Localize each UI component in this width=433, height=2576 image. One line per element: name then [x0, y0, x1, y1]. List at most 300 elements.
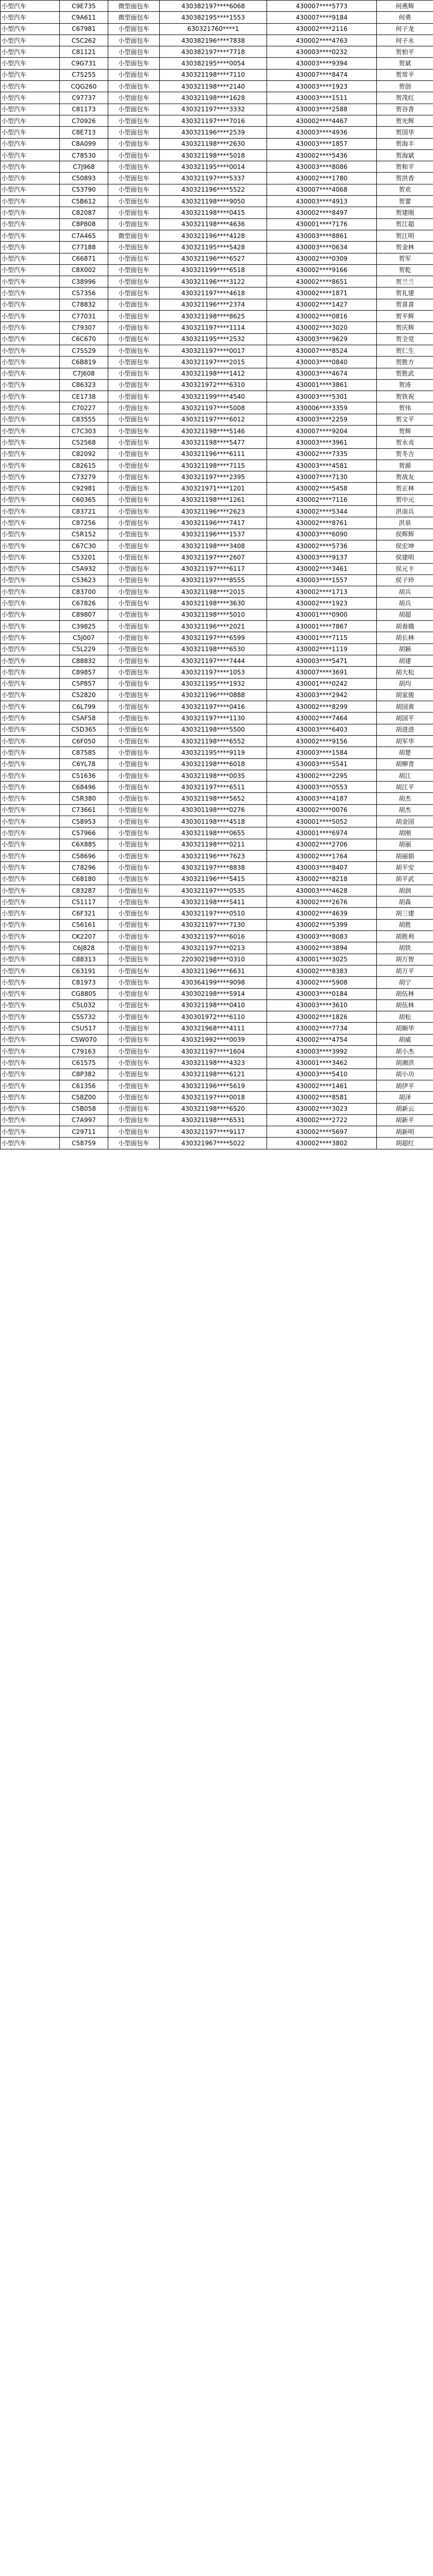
owner-name-cell: 胡胜利 — [377, 931, 433, 942]
owner-name-cell: 侯元卡 — [377, 563, 433, 574]
owner-name-cell: 贺国华 — [377, 127, 433, 138]
phone-number-cell: 430002****0816 — [267, 311, 377, 322]
table-row — [1, 885, 433, 896]
table-row — [1, 689, 433, 701]
table-row — [1, 276, 433, 287]
owner-name-cell: 胡国黄 — [377, 701, 433, 713]
vehicle-model-cell: 小型面包车 — [108, 1057, 160, 1069]
table-row — [1, 643, 433, 655]
table-row — [1, 253, 433, 264]
table-row — [1, 908, 433, 919]
phone-number-cell: 430003****1584 — [267, 747, 377, 758]
vehicle-type-cell: 小型汽车 — [1, 736, 60, 747]
phone-number-cell: 430002****1764 — [267, 850, 377, 861]
vehicle-type-cell: 小型汽车 — [1, 908, 60, 919]
table-row — [1, 368, 433, 379]
owner-name-cell: 胡泽 — [377, 1092, 433, 1103]
vehicle-type-cell: 小型汽车 — [1, 942, 60, 954]
vehicle-type-cell: 小型汽车 — [1, 678, 60, 689]
plate-number-cell: C57356 — [60, 287, 108, 299]
plate-number-cell: C60365 — [60, 494, 108, 505]
vehicle-model-cell: 小型面包车 — [108, 839, 160, 850]
phone-number-cell: 430003****4628 — [267, 885, 377, 896]
vehicle-type-cell: 小型汽车 — [1, 919, 60, 930]
vehicle-model-cell: 小型面包车 — [108, 563, 160, 574]
owner-name-cell: 胡伊平 — [377, 1080, 433, 1091]
vehicle-type-cell: 小型汽车 — [1, 931, 60, 942]
id-number-cell: 430321197****6012 — [160, 414, 267, 425]
owner-name-cell: 胡兵 — [377, 598, 433, 609]
id-number-cell: 430321198****0211 — [160, 839, 267, 850]
vehicle-model-cell: 小型面包车 — [108, 391, 160, 402]
plate-number-cell: C63191 — [60, 965, 108, 976]
plate-number-cell: C6J828 — [60, 942, 108, 954]
vehicle-type-cell: 小型汽车 — [1, 598, 60, 609]
phone-number-cell: 430003****2588 — [267, 104, 377, 115]
vehicle-type-cell: 小型汽车 — [1, 873, 60, 885]
plate-number-cell: C92981 — [60, 483, 108, 494]
id-number-cell: 430321195****2532 — [160, 333, 267, 345]
vehicle-type-cell: 小型汽车 — [1, 379, 60, 391]
phone-number-cell: 430002****5736 — [267, 540, 377, 551]
vehicle-type-cell: 小型汽车 — [1, 253, 60, 264]
table-row — [1, 115, 433, 126]
vehicle-type-cell: 小型汽车 — [1, 368, 60, 379]
plate-number-cell: C5R152 — [60, 529, 108, 540]
id-number-cell: 430321198****5500 — [160, 724, 267, 735]
id-number-cell: 430321198****6018 — [160, 758, 267, 770]
vehicle-model-cell: 小型面包车 — [108, 173, 160, 184]
plate-number-cell: C5A932 — [60, 563, 108, 574]
id-number-cell: 430321198****5010 — [160, 609, 267, 620]
phone-number-cell: 430003****0232 — [267, 46, 377, 58]
vehicle-model-cell: 小型面包车 — [108, 127, 160, 138]
id-number-cell: 430321198****6530 — [160, 643, 267, 655]
owner-name-cell: 贺中元 — [377, 494, 433, 505]
vehicle-model-cell: 小型面包车 — [108, 333, 160, 345]
id-number-cell: 430321197****2395 — [160, 471, 267, 483]
phone-number-cell: 430003****0634 — [267, 242, 377, 253]
owner-name-cell: 胡国平 — [377, 713, 433, 724]
vehicle-model-cell: 小型面包车 — [108, 402, 160, 414]
phone-number-cell: 430003****4913 — [267, 196, 377, 207]
id-number-cell: 430321198****6531 — [160, 1114, 267, 1126]
plate-number-cell: C58696 — [60, 850, 108, 861]
table-row — [1, 311, 433, 322]
vehicle-model-cell: 小型面包车 — [108, 621, 160, 632]
table-row — [1, 965, 433, 976]
plate-number-cell: C75255 — [60, 69, 108, 80]
table-row — [1, 357, 433, 368]
id-number-cell: 430321198****1261 — [160, 494, 267, 505]
id-number-cell: 430321199****6518 — [160, 264, 267, 276]
vehicle-type-cell: 小型汽车 — [1, 345, 60, 356]
plate-number-cell: CQG260 — [60, 81, 108, 92]
vehicle-model-cell: 小型面包车 — [108, 954, 160, 965]
plate-number-cell: C5C262 — [60, 35, 108, 46]
phone-number-cell: 430003****1557 — [267, 574, 377, 586]
vehicle-model-cell: 小型面包车 — [108, 138, 160, 149]
phone-number-cell: 430003****2259 — [267, 414, 377, 425]
phone-number-cell: 430003****1511 — [267, 92, 377, 104]
owner-name-cell: 贺文平 — [377, 414, 433, 425]
table-row — [1, 402, 433, 414]
id-number-cell: 430321198****5652 — [160, 793, 267, 804]
id-number-cell: 430321197****6117 — [160, 563, 267, 574]
vehicle-type-cell: 小型汽车 — [1, 322, 60, 333]
vehicle-model-cell: 小型面包车 — [108, 977, 160, 988]
table-row — [1, 724, 433, 735]
vehicle-model-cell: 小型面包车 — [108, 161, 160, 173]
vehicle-registry-table — [0, 0, 433, 1149]
table-row — [1, 609, 433, 620]
id-number-cell: 430321198****0410 — [160, 999, 267, 1011]
plate-number-cell: C8E713 — [60, 127, 108, 138]
table-row — [1, 999, 433, 1011]
phone-number-cell: 430001****6974 — [267, 827, 377, 839]
table-row — [1, 1011, 433, 1023]
id-number-cell: 430321197****7444 — [160, 655, 267, 666]
owner-name-cell: 贺胜武 — [377, 368, 433, 379]
id-number-cell: 430321197****1114 — [160, 322, 267, 333]
table-row — [1, 1092, 433, 1103]
table-row — [1, 1114, 433, 1126]
phone-number-cell: 430002****8581 — [267, 1092, 377, 1103]
id-number-cell: 430321197****2607 — [160, 552, 267, 563]
vehicle-type-cell: 小型汽车 — [1, 770, 60, 781]
vehicle-type-cell: 小型汽车 — [1, 862, 60, 873]
plate-number-cell: C39825 — [60, 621, 108, 632]
table-row — [1, 333, 433, 345]
vehicle-model-cell: 小型面包车 — [108, 81, 160, 92]
id-number-cell: 430321196****2623 — [160, 506, 267, 517]
phone-number-cell: 430002****8651 — [267, 276, 377, 287]
vehicle-model-cell: 小型面包车 — [108, 69, 160, 80]
table-row — [1, 379, 433, 391]
phone-number-cell: 430001****7176 — [267, 218, 377, 230]
owner-name-cell: 侯辉辉 — [377, 529, 433, 540]
phone-number-cell: 430002****2676 — [267, 896, 377, 908]
id-number-cell: 430321197****5337 — [160, 173, 267, 184]
id-number-cell: 430321197****7016 — [160, 115, 267, 126]
phone-number-cell: 430002****5436 — [267, 149, 377, 161]
phone-number-cell: 430002****4754 — [267, 1034, 377, 1045]
id-number-cell: 430321197****0535 — [160, 885, 267, 896]
id-number-cell: 430321197****6016 — [160, 931, 267, 942]
plate-number-cell: C58759 — [60, 1138, 108, 1149]
phone-number-cell: 430002****0076 — [267, 804, 377, 816]
plate-number-cell: C7J968 — [60, 161, 108, 173]
vehicle-type-cell: 小型汽车 — [1, 1, 60, 12]
vehicle-type-cell: 小型汽车 — [1, 460, 60, 471]
phone-number-cell: 430002****1871 — [267, 287, 377, 299]
vehicle-type-cell: 小型汽车 — [1, 896, 60, 908]
vehicle-type-cell: 小型汽车 — [1, 264, 60, 276]
vehicle-type-cell: 小型汽车 — [1, 127, 60, 138]
vehicle-type-cell: 小型汽车 — [1, 517, 60, 529]
phone-number-cell: 430003****6090 — [267, 529, 377, 540]
id-number-cell: 430321197****6599 — [160, 632, 267, 643]
phone-number-cell: 430002****2722 — [267, 1114, 377, 1126]
plate-number-cell: C78832 — [60, 299, 108, 310]
id-number-cell: 430321198****0655 — [160, 827, 267, 839]
owner-name-cell: 胡进进 — [377, 724, 433, 735]
id-number-cell: 430321197****1053 — [160, 667, 267, 678]
phone-number-cell: 430001****3861 — [267, 379, 377, 391]
plate-number-cell: C5B058 — [60, 1103, 108, 1114]
table-row — [1, 517, 433, 529]
owner-name-cell: 贺江超 — [377, 218, 433, 230]
plate-number-cell: C5W070 — [60, 1034, 108, 1045]
owner-name-cell: 贺蕾 — [377, 196, 433, 207]
plate-number-cell: C58Z00 — [60, 1092, 108, 1103]
table-row — [1, 414, 433, 425]
id-number-cell: 430321196****2374 — [160, 299, 267, 310]
table-row — [1, 529, 433, 540]
owner-name-cell: 贺建刚 — [377, 207, 433, 218]
table-row — [1, 218, 433, 230]
table-row — [1, 104, 433, 115]
owner-name-cell: 贺平辉 — [377, 311, 433, 322]
plate-number-cell: C70227 — [60, 402, 108, 414]
owner-name-cell: 洪泉 — [377, 517, 433, 529]
phone-number-cell: 430002****7734 — [267, 1023, 377, 1034]
vehicle-type-cell: 小型汽车 — [1, 713, 60, 724]
id-number-cell: 430321196****5415 — [160, 873, 267, 885]
phone-number-cell: 430007****3691 — [267, 667, 377, 678]
plate-number-cell: C6B819 — [60, 357, 108, 368]
id-number-cell: 430321198****3630 — [160, 598, 267, 609]
vehicle-model-cell: 小型面包车 — [108, 885, 160, 896]
plate-number-cell: C82615 — [60, 460, 108, 471]
table-row — [1, 873, 433, 885]
table-row — [1, 988, 433, 999]
phone-number-cell: 430003****0840 — [267, 357, 377, 368]
id-number-cell: 430321197****0018 — [160, 1092, 267, 1103]
id-number-cell: 430382197****7718 — [160, 46, 267, 58]
owner-name-cell: 贺茂红 — [377, 92, 433, 104]
owner-name-cell: 贺喜喜 — [377, 299, 433, 310]
phone-number-cell: 430002****2295 — [267, 770, 377, 781]
plate-number-cell: C6C670 — [60, 333, 108, 345]
id-number-cell: 430321195****0014 — [160, 161, 267, 173]
plate-number-cell: C6X885 — [60, 839, 108, 850]
id-number-cell: 430321197****6511 — [160, 782, 267, 793]
id-number-cell: 430321197****2015 — [160, 357, 267, 368]
table-row — [1, 127, 433, 138]
vehicle-type-cell: 小型汽车 — [1, 586, 60, 598]
id-number-cell: 430321967****5022 — [160, 1138, 267, 1149]
id-number-cell: 430321198****5018 — [160, 149, 267, 161]
id-number-cell: 220302198****0310 — [160, 954, 267, 965]
id-number-cell: 430302198****5914 — [160, 988, 267, 999]
vehicle-type-cell: 小型汽车 — [1, 242, 60, 253]
owner-name-cell: 胡军华 — [377, 736, 433, 747]
plate-number-cell: C78296 — [60, 862, 108, 873]
id-number-cell: 430364199****9098 — [160, 977, 267, 988]
vehicle-model-cell: 小型面包车 — [108, 667, 160, 678]
plate-number-cell: C89857 — [60, 667, 108, 678]
owner-name-cell: 贺全党 — [377, 333, 433, 345]
id-number-cell: 430321968****4111 — [160, 1023, 267, 1034]
vehicle-type-cell: 小型汽车 — [1, 643, 60, 655]
vehicle-model-cell: 小型面包车 — [108, 689, 160, 701]
vehicle-type-cell: 小型汽车 — [1, 207, 60, 218]
phone-number-cell: 430006****3359 — [267, 402, 377, 414]
id-number-cell: 430321992****0039 — [160, 1034, 267, 1045]
plate-number-cell: C6L799 — [60, 701, 108, 713]
owner-name-cell: 胡顺华 — [377, 1023, 433, 1034]
id-number-cell: 430321198****2630 — [160, 138, 267, 149]
id-number-cell: 430321198****5411 — [160, 896, 267, 908]
id-number-cell: 430321196****5619 — [160, 1080, 267, 1091]
id-number-cell: 430382197****6068 — [160, 1, 267, 12]
owner-name-cell: 胡杰 — [377, 793, 433, 804]
vehicle-type-cell: 小型汽车 — [1, 218, 60, 230]
phone-number-cell: 430001****3462 — [267, 1057, 377, 1069]
vehicle-type-cell: 小型汽车 — [1, 46, 60, 58]
vehicle-model-cell: 小型面包车 — [108, 35, 160, 46]
table-row — [1, 931, 433, 942]
vehicle-model-cell: 小型面包车 — [108, 827, 160, 839]
phone-number-cell: 430001****0242 — [267, 678, 377, 689]
vehicle-model-cell: 小型面包车 — [108, 632, 160, 643]
table-row — [1, 563, 433, 574]
vehicle-type-cell: 小型汽车 — [1, 724, 60, 735]
owner-name-cell: 胡金国 — [377, 816, 433, 827]
table-row — [1, 184, 433, 195]
vehicle-type-cell: 小型汽车 — [1, 609, 60, 620]
id-number-cell: 430321198****6520 — [160, 1103, 267, 1114]
owner-name-cell: 胡万智 — [377, 954, 433, 965]
plate-number-cell: C5AF58 — [60, 713, 108, 724]
id-number-cell: 430321197****7130 — [160, 919, 267, 930]
phone-number-cell: 430007****9184 — [267, 12, 377, 23]
vehicle-model-cell: 微型面包车 — [108, 1, 160, 12]
vehicle-model-cell: 小型面包车 — [108, 965, 160, 976]
table-row — [1, 827, 433, 839]
owner-name-cell: 贺胜方 — [377, 357, 433, 368]
plate-number-cell: C6YL78 — [60, 758, 108, 770]
id-number-cell: 430321197****4618 — [160, 287, 267, 299]
phone-number-cell: 430002****9156 — [267, 736, 377, 747]
vehicle-type-cell: 小型汽车 — [1, 276, 60, 287]
plate-number-cell: C97737 — [60, 92, 108, 104]
vehicle-model-cell: 小型面包车 — [108, 793, 160, 804]
owner-name-cell: 贺源 — [377, 460, 433, 471]
plate-number-cell: C61575 — [60, 1057, 108, 1069]
table-row — [1, 977, 433, 988]
vehicle-type-cell: 小型汽车 — [1, 782, 60, 793]
plate-number-cell: C75529 — [60, 345, 108, 356]
table-row — [1, 345, 433, 356]
vehicle-type-cell: 小型汽车 — [1, 816, 60, 827]
owner-name-cell: 贺辉 — [377, 425, 433, 436]
id-number-cell: 430321971****1201 — [160, 483, 267, 494]
id-number-cell: 430321198****3408 — [160, 540, 267, 551]
owner-name-cell: 贺斌 — [377, 58, 433, 69]
owner-name-cell: 贺柏平 — [377, 46, 433, 58]
owner-name-cell: 胡润 — [377, 885, 433, 896]
plate-number-cell: C87256 — [60, 517, 108, 529]
vehicle-type-cell: 小型汽车 — [1, 988, 60, 999]
vehicle-model-cell: 小型面包车 — [108, 1092, 160, 1103]
table-row — [1, 574, 433, 586]
table-row — [1, 149, 433, 161]
table-row — [1, 667, 433, 678]
phone-number-cell: 430007****8474 — [267, 69, 377, 80]
plate-number-cell: C9A611 — [60, 12, 108, 23]
vehicle-type-cell: 小型汽车 — [1, 425, 60, 436]
table-row — [1, 540, 433, 551]
vehicle-type-cell: 小型汽车 — [1, 357, 60, 368]
phone-number-cell: 430002****4639 — [267, 908, 377, 919]
owner-name-cell: 贺军 — [377, 253, 433, 264]
plate-number-cell: C79163 — [60, 1046, 108, 1057]
vehicle-type-cell: 小型汽车 — [1, 1069, 60, 1080]
vehicle-model-cell: 小型面包车 — [108, 873, 160, 885]
table-row — [1, 69, 433, 80]
vehicle-model-cell: 小型面包车 — [108, 425, 160, 436]
vehicle-type-cell: 小型汽车 — [1, 655, 60, 666]
plate-number-cell: C52568 — [60, 437, 108, 448]
vehicle-type-cell: 小型汽车 — [1, 69, 60, 80]
id-number-cell: 630321760****1 — [160, 23, 267, 35]
phone-number-cell: 430003****8407 — [267, 862, 377, 873]
id-number-cell: 430321196****7623 — [160, 850, 267, 861]
vehicle-type-cell: 小型汽车 — [1, 689, 60, 701]
phone-number-cell: 430002****1923 — [267, 598, 377, 609]
vehicle-model-cell: 小型面包车 — [108, 736, 160, 747]
vehicle-type-cell: 小型汽车 — [1, 35, 60, 46]
phone-number-cell: 430003****8861 — [267, 230, 377, 241]
vehicle-model-cell: 小型面包车 — [108, 299, 160, 310]
vehicle-type-cell: 小型汽车 — [1, 839, 60, 850]
owner-name-cell: 贺庆辉 — [377, 322, 433, 333]
vehicle-model-cell: 小型面包车 — [108, 287, 160, 299]
table-row — [1, 919, 433, 930]
vehicle-type-cell: 小型汽车 — [1, 1057, 60, 1069]
vehicle-model-cell: 小型面包车 — [108, 908, 160, 919]
vehicle-type-cell: 小型汽车 — [1, 621, 60, 632]
table-row — [1, 81, 433, 92]
phone-number-cell: 430007****9204 — [267, 425, 377, 436]
plate-number-cell: C68496 — [60, 782, 108, 793]
plate-number-cell: C70926 — [60, 115, 108, 126]
vehicle-type-cell: 小型汽车 — [1, 471, 60, 483]
phone-number-cell: 430002****7335 — [267, 448, 377, 460]
plate-number-cell: C8P808 — [60, 218, 108, 230]
table-row — [1, 425, 433, 436]
plate-number-cell: C82087 — [60, 207, 108, 218]
plate-number-cell: C5D365 — [60, 724, 108, 735]
id-number-cell: 430321198****8625 — [160, 311, 267, 322]
plate-number-cell: C89807 — [60, 609, 108, 620]
vehicle-model-cell: 小型面包车 — [108, 46, 160, 58]
plate-number-cell: C73661 — [60, 804, 108, 816]
owner-name-cell: 胡宁 — [377, 977, 433, 988]
vehicle-model-cell: 小型面包车 — [108, 1114, 160, 1126]
phone-number-cell: 430002****5908 — [267, 977, 377, 988]
table-row — [1, 896, 433, 908]
owner-name-cell: 胡均 — [377, 678, 433, 689]
phone-number-cell: 430001****7867 — [267, 621, 377, 632]
plate-number-cell: C67C30 — [60, 540, 108, 551]
vehicle-type-cell: 小型汽车 — [1, 92, 60, 104]
phone-number-cell: 430003****2942 — [267, 689, 377, 701]
phone-number-cell: 430003****5471 — [267, 655, 377, 666]
owner-name-cell: 胡建 — [377, 655, 433, 666]
